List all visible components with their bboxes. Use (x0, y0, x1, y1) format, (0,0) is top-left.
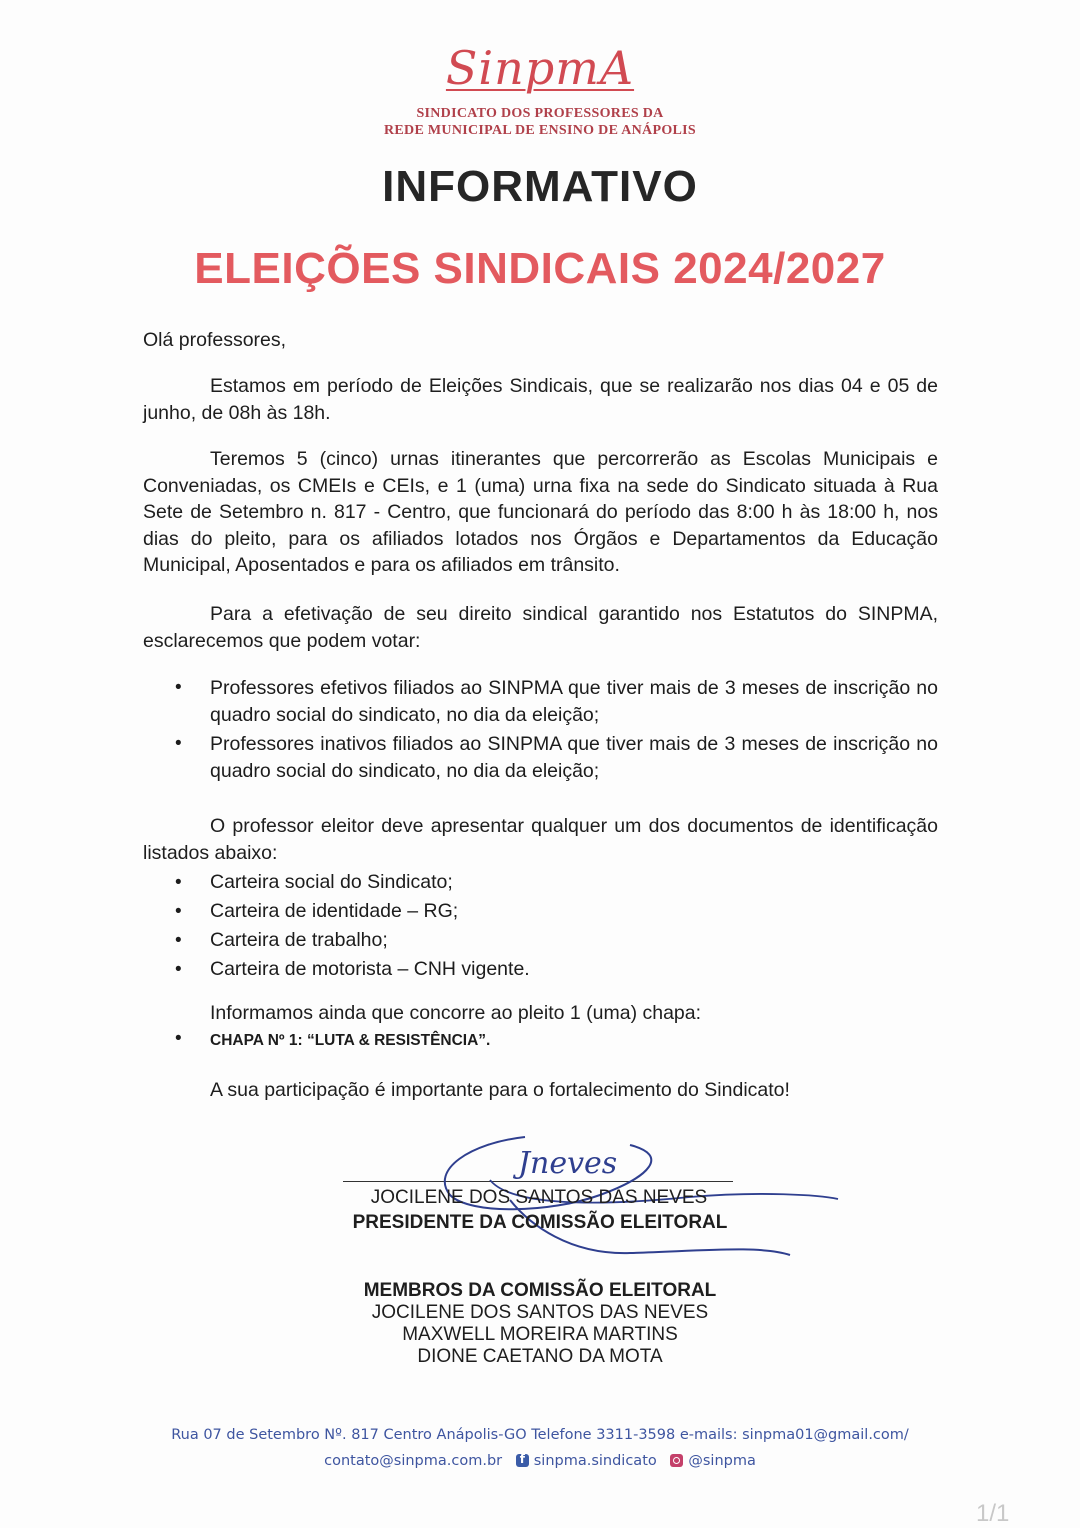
list-item (143, 675, 938, 728)
list-item (143, 868, 938, 897)
paragraph-election-dates: Estamos em período de Eleições Sindicais, que se realizarão nos dias 04 e 05 de junho, de 08h às 18h. (143, 375, 938, 424)
signer-role: PRESIDENTE DA COMISSÃO ELEITORAL (352, 1212, 728, 1233)
document-item-text: Carteira de trabalho; (210, 929, 388, 951)
document-item-text: Carteira social do Sindicato; (210, 871, 453, 893)
bullet-icon: • (175, 677, 182, 698)
list-item (143, 926, 938, 955)
bullet-icon: • (175, 930, 182, 951)
paragraph-closing: A sua participação é importante para o fortalecimento do Sindicato! (210, 1079, 790, 1101)
voters-list (143, 675, 938, 784)
paragraph-voting-rights: Para a efetivação de seu direito sindical garantido nos Estatutos do SINPMA, esclarecemos que podem votar: (143, 603, 938, 652)
footer-instagram: @sinpma (688, 1453, 756, 1469)
footer-contacts (0, 1453, 1080, 1469)
bullet-icon: • (175, 901, 182, 922)
footer-email: contato@sinpma.com.br (324, 1453, 503, 1469)
footer-address: Rua 07 de Setembro Nº. 817 Centro Anápolis-GO Telefone 3311-3598 e-mails: sinpma01@gmail.com/ (171, 1427, 909, 1443)
committee-heading: MEMBROS DA COMISSÃO ELEITORAL (363, 1280, 717, 1301)
logo-text: SinpmA (445, 41, 635, 95)
org-name-line-1: SINDICATO DOS PROFESSORES DA (416, 106, 664, 121)
voter-item-text: Professores inativos filiados ao SINPMA que tiver mais de 3 meses de inscrição no quadro social do sindicato, no dia da eleição; (210, 733, 938, 782)
voter-item-text: Professores efetivos filiados ao SINPMA que tiver mais de 3 meses de inscrição no quadro social do sindicato, no dia da eleição; (210, 677, 938, 726)
signer-name: JOCILENE DOS SANTOS DAS NEVES (370, 1187, 708, 1208)
list-item (143, 897, 938, 926)
paragraph-ballot-boxes: Teremos 5 (cinco) urnas itinerantes que percorrerão as Escolas Municipais e Conveniadas, os CMEIs e CEIs, e 1 (uma) urna fixa na sede do Sindicato situada à Rua Sete de Setembro n. 817 - Centro, que funcionará do período das 8:00 h às 18:00 h, nos dias do pleito, para os afiliados lotados nos Órgãos e Departamentos da Educação Municipal, Aposentados e para os afiliados em trânsito. (143, 448, 938, 576)
committee-member: DIONE CAETANO DA MOTA (417, 1346, 663, 1367)
list-item (143, 955, 938, 984)
list-item (143, 731, 938, 784)
org-name-line-2: REDE MUNICIPAL DE ENSINO DE ANÁPOLIS (384, 123, 696, 138)
document-item-text: Carteira de identidade – RG; (210, 900, 459, 922)
document-title: INFORMATIVO (382, 162, 698, 211)
list-item (143, 1026, 938, 1055)
document-subtitle: ELEIÇÕES SINDICAIS 2024/2027 (194, 244, 886, 293)
paragraph-chapa-intro: Informamos ainda que concorre ao pleito 1 (uma) chapa: (210, 1002, 702, 1024)
facebook-icon (516, 1454, 529, 1467)
signature-handwriting-text: Jneves (518, 1146, 618, 1181)
chapa-list (143, 1026, 938, 1055)
committee-member: JOCILENE DOS SANTOS DAS NEVES (371, 1302, 709, 1323)
greeting: Olá professores, (143, 329, 287, 351)
chapa-name: CHAPA Nº 1: “LUTA & RESISTÊNCIA”. (210, 1032, 491, 1049)
page-number: 1/1 (976, 1500, 1010, 1527)
logo (0, 40, 1080, 96)
bullet-icon: • (175, 959, 182, 980)
documents-list (143, 868, 938, 984)
bullet-icon: • (175, 872, 182, 893)
bullet-icon: • (175, 733, 182, 754)
instagram-icon (670, 1454, 683, 1467)
document-item-text: Carteira de motorista – CNH vigente. (210, 958, 530, 980)
footer-facebook: sinpma.sindicato (533, 1453, 657, 1469)
bullet-icon: • (175, 1028, 182, 1049)
paragraph-documents-intro: O professor eleitor deve apresentar qualquer um dos documentos de identificação listados abaixo: (143, 815, 938, 864)
committee-member: MAXWELL MOREIRA MARTINS (402, 1324, 678, 1345)
